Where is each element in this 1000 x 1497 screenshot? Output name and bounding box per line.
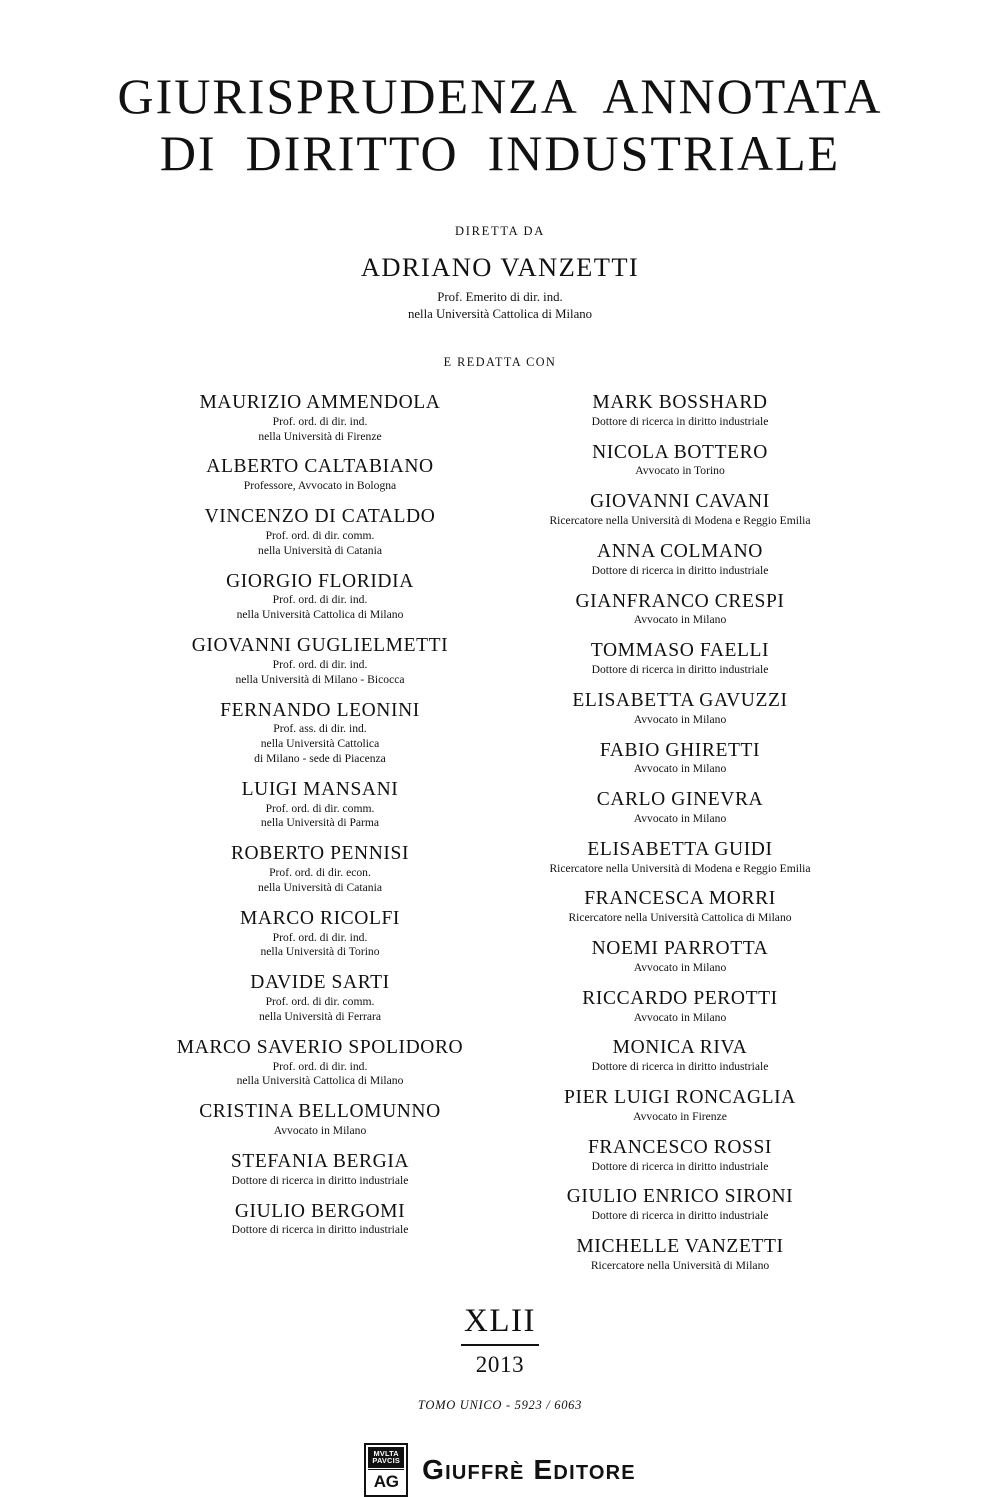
editor-name: FABIO GHIRETTI [599, 739, 761, 761]
editor-entry [510, 690, 850, 728]
editor-affiliation-line: nella Università di Firenze [258, 429, 382, 443]
editor-affiliation-line: Prof. ord. di dir. comm. [265, 801, 375, 815]
editor-affiliation [510, 961, 850, 976]
editor-affiliation-line: Avvocato in Milano [273, 1124, 367, 1138]
editor-name: PIER LUIGI RONCAGLIA [564, 1087, 796, 1109]
editor-affiliation-line: Avvocato in Milano [633, 762, 727, 776]
editor-entry [510, 740, 850, 778]
editor-entry [150, 571, 490, 623]
editor-affiliation-line: Dottore di ricerca in diritto industriale [591, 663, 769, 677]
editor-affiliation-line: Dottore di ricerca in diritto industriale [231, 1173, 409, 1187]
director-affiliation [0, 289, 1000, 323]
editor-affiliation-line: nella Università di Catania [258, 880, 382, 894]
editor-affiliation-line: Dottore di ricerca in diritto industriale [591, 414, 769, 428]
editor-entry [510, 1236, 850, 1274]
editor-affiliation-line: Ricercatore nella Università di Milano [590, 1258, 770, 1272]
editor-affiliation-line: Ricercatore nella Università di Modena e Reggio Emilia [549, 514, 811, 528]
logo-motto-line-2: PAVCIS [372, 1456, 400, 1466]
editor-affiliation [510, 1110, 850, 1125]
logo-initials: AG [373, 1471, 399, 1491]
editor-affiliation-line: Prof. ord. di dir. ind. [272, 930, 368, 944]
editor-entry [510, 1037, 850, 1075]
editor-entry [150, 1037, 490, 1089]
editor-affiliation-line: Avvocato in Milano [633, 812, 727, 825]
editor-affiliation [150, 931, 490, 961]
editor-entry [510, 640, 850, 678]
editor-affiliation-line: Prof. ord. di dir. econ. [269, 866, 371, 880]
editor-affiliation [150, 722, 490, 766]
editor-entry [510, 442, 850, 480]
editor-affiliation-line: nella Università Cattolica di Milano [236, 608, 404, 622]
editor-affiliation-line: Prof. ord. di dir. comm. [265, 528, 375, 542]
editor-entry [150, 1201, 490, 1239]
editor-name: ROBERTO PENNISI [230, 843, 410, 865]
editor-name: NICOLA BOTTERO [592, 441, 768, 463]
editor-entry [150, 635, 490, 687]
editor-name: GIORGIO FLORIDIA [226, 570, 414, 592]
editor-affiliation [150, 658, 490, 688]
editor-affiliation-line: nella Università di Catania [258, 543, 382, 557]
editor-affiliation [150, 1124, 490, 1139]
editor-name: GIOVANNI GUGLIELMETTI [191, 635, 449, 657]
editor-entry [150, 392, 490, 444]
editor-affiliation-line: Prof. ord. di dir. ind. [272, 414, 368, 428]
editor-affiliation [150, 479, 490, 494]
editor-affiliation [510, 564, 850, 579]
director-affiliation-line-2: nella Università Cattolica di Milano [407, 307, 593, 322]
editor-affiliation [510, 415, 850, 430]
editor-affiliation-line: Prof. ord. di dir. ind. [272, 593, 368, 607]
editor-affiliation [150, 802, 490, 832]
editor-affiliation [510, 812, 850, 827]
editor-affiliation-line: nella Università di Parma [260, 816, 380, 830]
editor-entry [150, 843, 490, 895]
editor-affiliation-line: Dottore di ricerca in diritto industriale [591, 1159, 769, 1173]
editor-affiliation [510, 1011, 850, 1026]
editor-affiliation-line: di Milano - sede di Piacenza [254, 752, 386, 765]
editor-affiliation-line: Prof. ord. di dir. ind. [272, 1059, 368, 1073]
editor-affiliation [510, 713, 850, 728]
logo-motto [368, 1447, 404, 1468]
editor-entry [510, 1137, 850, 1175]
publisher-name: Giuffrè Editore [422, 1453, 636, 1485]
editor-name: ELISABETTA GAVUZZI [572, 689, 788, 711]
masthead [0, 0, 1000, 182]
volume-divider-rule [461, 1344, 539, 1346]
editor-name: MONICA RIVA [612, 1037, 748, 1059]
editor-affiliation [510, 1160, 850, 1175]
editor-affiliation [150, 866, 490, 896]
editors-column-right [510, 392, 850, 1274]
publisher-block [0, 1443, 1000, 1497]
editor-name: LUIGI MANSANI [241, 778, 399, 800]
editor-affiliation-line: Avvocato in Milano [633, 960, 727, 974]
editor-affiliation [150, 1060, 490, 1090]
editor-name: TOMMASO FAELLI [590, 640, 770, 662]
editor-affiliation [150, 1174, 490, 1189]
editor-name: MARCO SAVERIO SPOLIDORO [176, 1036, 464, 1058]
journal-title-line-1: GIURISPRUDENZA ANNOTATA [117, 68, 883, 124]
editor-affiliation-line: Avvocato in Milano [633, 613, 727, 627]
editor-entry [510, 839, 850, 877]
giuffre-logo-icon [364, 1443, 408, 1497]
editor-affiliation-line: Dottore di ricerca in diritto industriale [231, 1223, 409, 1237]
editor-name: RICCARDO PEROTTI [582, 987, 778, 1009]
editor-affiliation [510, 911, 850, 926]
editor-entry [150, 1151, 490, 1189]
editor-name: MARK BOSSHARD [592, 391, 768, 413]
editor-entry [510, 491, 850, 529]
editor-entry [510, 938, 850, 976]
editor-affiliation [510, 762, 850, 777]
editor-affiliation-line: Professore, Avvocato in Bologna [243, 479, 397, 493]
editor-name: GIULIO ENRICO SIRONI [566, 1186, 794, 1208]
editor-entry [150, 779, 490, 831]
volume-number: XLII [464, 1302, 536, 1339]
volume-year: 2013 [475, 1352, 525, 1378]
director-affiliation-line-1: Prof. Emerito di dir. ind. [437, 290, 563, 305]
editor-affiliation-line: Avvocato in Milano [633, 712, 727, 726]
volume-block [0, 1304, 1000, 1413]
editor-affiliation-line: nella Università di Milano - Bicocca [235, 672, 405, 686]
editor-name: FRANCESCA MORRI [584, 888, 776, 910]
logo-motto-line-1: MVLTA [373, 1448, 399, 1458]
editor-affiliation [510, 1259, 850, 1274]
editor-affiliation-line: Avvocato in Firenze [633, 1109, 727, 1123]
editor-entry [150, 1101, 490, 1139]
editor-affiliation [150, 529, 490, 559]
editor-entry [510, 888, 850, 926]
editor-entry [510, 591, 850, 629]
editor-name: FERNANDO LEONINI [220, 699, 420, 721]
editor-affiliation-line: Prof. ord. di dir. comm. [265, 995, 375, 1009]
editors-column-left [150, 392, 490, 1238]
editor-affiliation [150, 1223, 490, 1238]
editor-affiliation-line: Dottore di ricerca in diritto industriale [591, 563, 769, 577]
editor-entry [510, 789, 850, 827]
editor-affiliation [150, 593, 490, 623]
editor-affiliation-line: Dottore di ricerca in diritto industriale [591, 1060, 769, 1074]
editor-affiliation [150, 415, 490, 445]
editor-name: FRANCESCO ROSSI [587, 1136, 772, 1158]
editor-affiliation-line: Prof. ord. di dir. ind. [272, 657, 368, 671]
editor-affiliation [510, 1209, 850, 1224]
logo-initials-box [368, 1469, 404, 1493]
editor-affiliation-line: nella Università Cattolica [260, 737, 380, 751]
edited-with-label: E REDATTA CON [443, 354, 557, 369]
tomo-note: TOMO UNICO - 5923 / 6063 [417, 1397, 583, 1412]
editor-affiliation [510, 663, 850, 678]
editor-name: MARCO RICOLFI [239, 907, 401, 929]
director-name: ADRIANO VANZETTI [360, 252, 640, 282]
journal-title-line-2: DI DIRITTO INDUSTRIALE [159, 125, 841, 181]
editor-affiliation [510, 613, 850, 628]
editor-name: STEFANIA BERGIA [230, 1150, 410, 1172]
editor-affiliation [510, 514, 850, 529]
editor-affiliation-line: nella Università di Ferrara [258, 1009, 381, 1023]
editor-name: CARLO GINEVRA [596, 789, 764, 811]
editor-affiliation-line: Dottore di ricerca in diritto industriale [591, 1209, 769, 1223]
editor-name: CRISTINA BELLOMUNNO [199, 1101, 441, 1123]
editor-name: DAVIDE SARTI [250, 972, 390, 994]
editorial-board [0, 392, 1000, 1274]
editor-name: ALBERTO CALTABIANO [206, 456, 434, 478]
editor-entry [510, 541, 850, 579]
editor-affiliation [510, 1060, 850, 1075]
director-block [0, 224, 1000, 370]
editor-entry [150, 972, 490, 1024]
editor-affiliation [150, 995, 490, 1025]
editor-affiliation [510, 862, 850, 877]
editor-name: ELISABETTA GUIDI [587, 838, 773, 860]
editor-name: GIOVANNI CAVANI [590, 491, 770, 513]
editor-entry [150, 506, 490, 558]
directed-by-label: DIRETTA DA [455, 224, 545, 238]
editor-entry [150, 908, 490, 960]
editor-name: NOEMI PARROTTA [591, 938, 769, 960]
editor-name: GIANFRANCO CRESPI [575, 590, 785, 612]
editor-name: MAURIZIO AMMENDOLA [199, 391, 441, 413]
editor-entry [510, 1087, 850, 1125]
editor-affiliation-line: Prof. ass. di dir. ind. [273, 722, 367, 736]
editor-affiliation-line: nella Università Cattolica di Milano [236, 1074, 404, 1088]
editor-affiliation-line: Avvocato in Milano [633, 1010, 727, 1024]
editor-name: VINCENZO DI CATALDO [204, 506, 436, 528]
editor-entry [150, 700, 490, 767]
editor-name: ANNA COLMANO [597, 540, 763, 562]
editor-entry [150, 456, 490, 494]
editor-name: GIULIO BERGOMI [234, 1200, 406, 1222]
editor-affiliation-line: Avvocato in Torino [635, 464, 725, 478]
editor-entry [510, 392, 850, 430]
editor-name: MICHELLE VANZETTI [576, 1236, 784, 1258]
editor-affiliation [510, 464, 850, 479]
editor-affiliation-line: Ricercatore nella Università Cattolica di Milano [568, 911, 792, 925]
editor-affiliation-line: Ricercatore nella Università di Modena e Reggio Emilia [549, 861, 811, 875]
editor-entry [510, 988, 850, 1026]
editor-entry [510, 1186, 850, 1224]
editor-affiliation-line: nella Università di Torino [260, 945, 380, 959]
